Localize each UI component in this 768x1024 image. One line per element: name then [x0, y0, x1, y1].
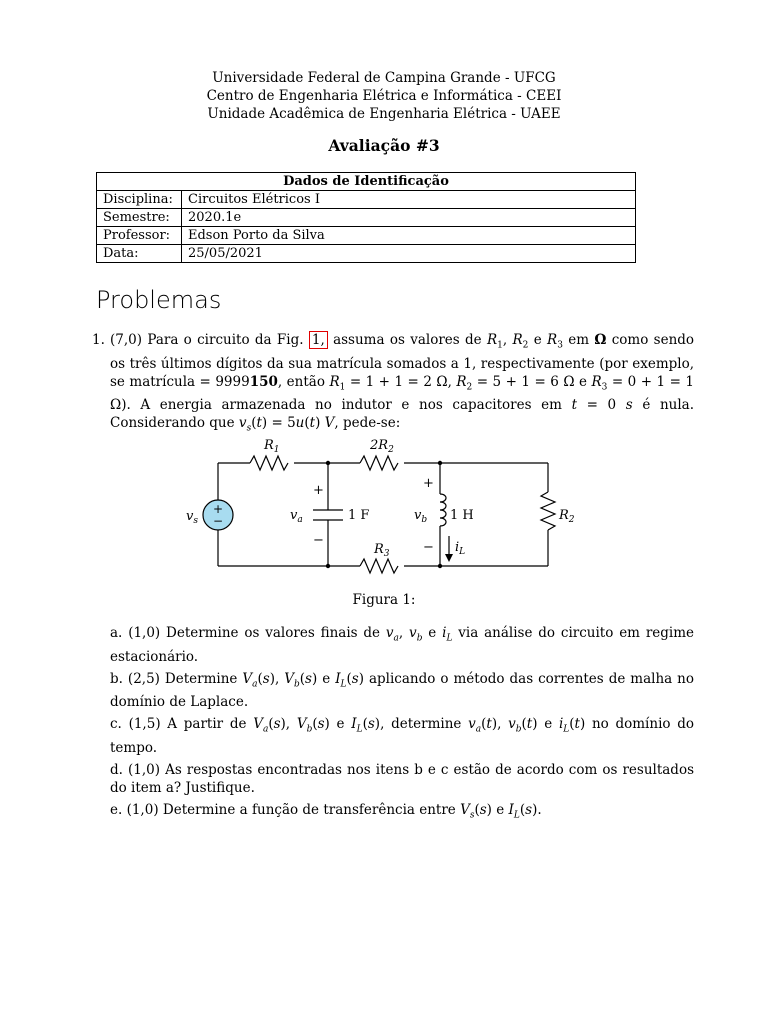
r2b-label: $R_2$ — [559, 508, 575, 525]
list-item: a. (1,0) Determine os valores finais de $v_a$, $v_b$ e $i_L$ via análise do circuito em regime estacionário. — [110, 625, 695, 665]
problem-items — [110, 624, 694, 829]
problem-1 — [92, 331, 694, 438]
va-label: $v_a$ — [290, 508, 303, 525]
inductor — [440, 494, 446, 526]
institution-header — [0, 69, 768, 123]
problem-number: 1. — [92, 332, 105, 348]
identification-table — [96, 172, 636, 263]
ident-value: 25/05/2021 — [182, 245, 636, 263]
resistor-r3 — [360, 559, 398, 573]
capacitor-value: 1 F — [348, 508, 370, 523]
ident-value: Edson Porto da Silva — [182, 227, 636, 245]
table-row — [97, 227, 636, 245]
r3-label: $R_3$ — [374, 542, 390, 559]
il-label: $i_L$ — [455, 540, 466, 557]
ident-label: Professor: — [97, 227, 182, 245]
header-line-3: Unidade Acadêmica de Engenharia Elétrica - UAEE — [207, 106, 561, 122]
table-row — [97, 209, 636, 227]
source-label: $v_s$ — [186, 509, 198, 526]
section-title: Problemas — [96, 286, 222, 314]
ident-value: Circuitos Elétricos I — [182, 191, 636, 209]
va-minus: − — [313, 533, 324, 548]
resistor-2r2 — [360, 456, 398, 470]
ident-label: Semestre: — [97, 209, 182, 227]
vb-label: $v_b$ — [414, 508, 428, 525]
circuit-diagram — [170, 432, 590, 582]
ident-value: 2020.1e — [182, 209, 636, 227]
ident-label: Disciplina: — [97, 191, 182, 209]
ident-label: Data: — [97, 245, 182, 263]
vb-plus: + — [423, 476, 434, 491]
header-line-2: Centro de Engenharia Elétrica e Informática - CEEI — [206, 88, 562, 104]
inductor-value: 1 H — [450, 508, 474, 523]
ident-table-header: Dados de Identificação — [97, 173, 636, 191]
list-item: d. (1,0) As respostas encontradas nos itens b e c estão de acordo com os resultados do item a? Justifique. — [110, 762, 695, 797]
table-row — [97, 191, 636, 209]
table-row — [97, 245, 636, 263]
va-plus: + — [313, 483, 324, 498]
list-item: c. (1,5) A partir de $V_a(s)$, $V_b(s)$ e $I_L(s)$, determine $v_a(t)$, $v_b(t)$ e $i_L(t)$ no domínio do tempo. — [110, 716, 695, 757]
svg-text:−: − — [212, 514, 224, 528]
list-item: b. (2,5) Determine $V_a(s)$, $V_b(s)$ e $I_L(s)$ aplicando o método das correntes de malha no domínio de Laplace. — [110, 670, 695, 711]
resistor-r1 — [250, 456, 288, 470]
figure-caption: Figura 1: — [352, 592, 416, 608]
svg-text:+: + — [212, 502, 224, 516]
r2a-label: $2R_2$ — [370, 438, 394, 455]
resistor-r2 — [541, 492, 555, 530]
header-line-1: Universidade Federal de Campina Grande - UFCG — [212, 70, 556, 86]
exam-title: Avaliação #3 — [328, 136, 440, 155]
list-item: e. (1,0) Determine a função de transferência entre $V_s(s)$ e $I_L(s)$. — [110, 802, 542, 821]
figure-reference-link[interactable]: 1, — [309, 331, 328, 349]
problem-1-statement: (7,0) Para o circuito da Fig. 1, assuma os valores de $R_1$, $R_2$ e $R_3$ em Ω como sendo os três últimos dígitos da sua matrícula somados a 1, respectivamente (por exemplo, se matrícula = 9999150, então $R_1 = 1 + 1 = 2$ Ω, $R_2 = 5 + 1 = 6$ Ω e $R_3 = 0 + 1 = 1$ Ω). A energia armazenada no indutor e nos capacitores em t = 0 s é nula. Considerando que $v_s(t) = 5u(t)$ V, pede-se: — [110, 332, 695, 435]
r1-label: $R_1$ — [264, 438, 280, 455]
vb-minus: − — [423, 540, 434, 555]
